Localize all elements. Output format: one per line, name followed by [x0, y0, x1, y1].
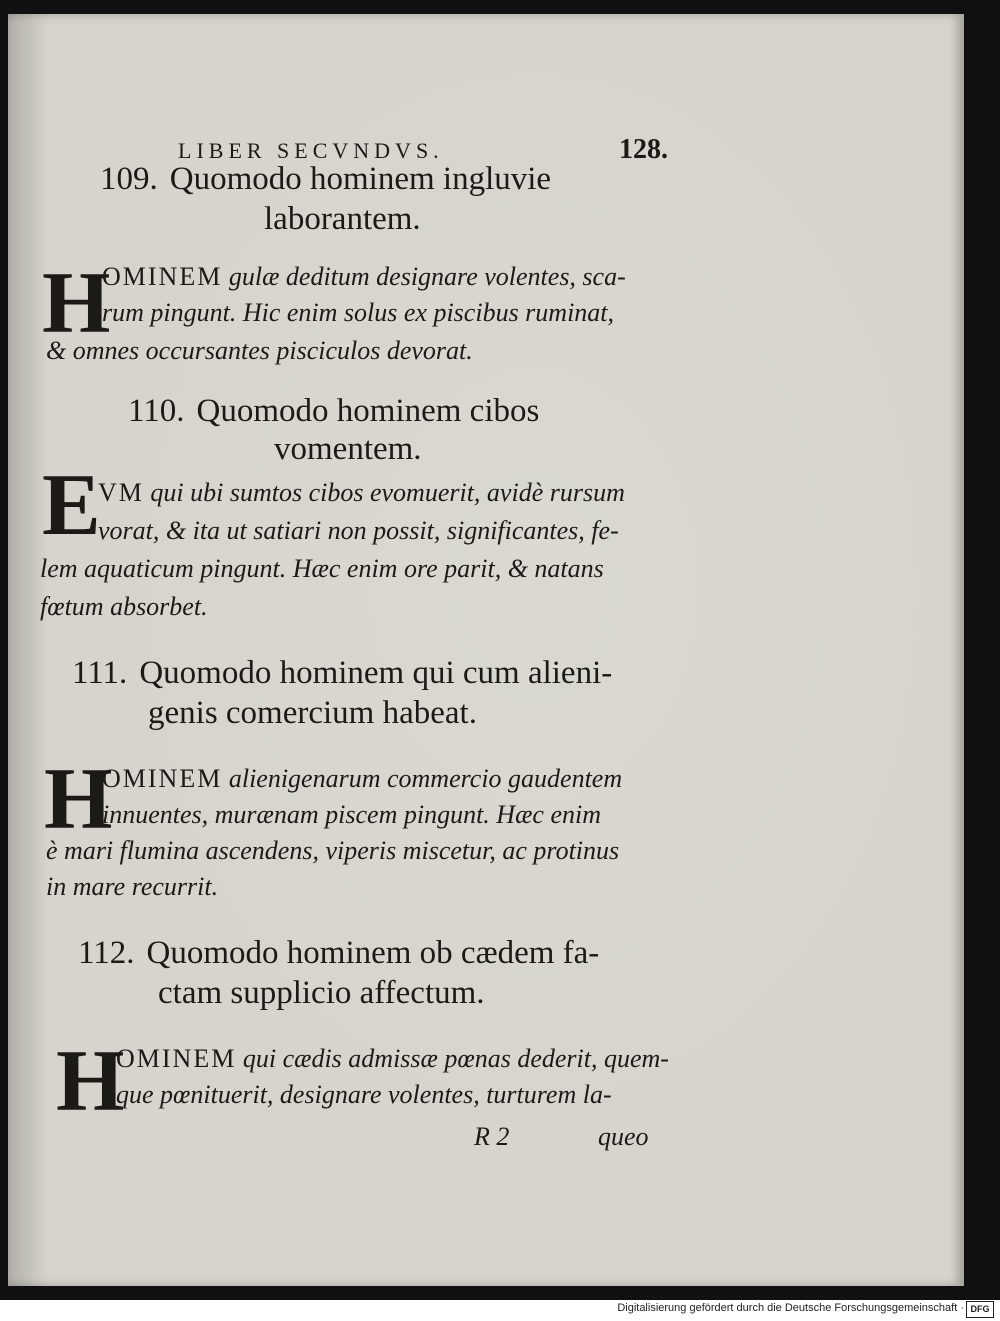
text-line: gulæ deditum designare volentes, sca- — [228, 262, 626, 291]
drop-cap: H — [44, 751, 113, 848]
book-page — [8, 14, 964, 1286]
first-word: OMINEM — [102, 764, 223, 793]
footer-band — [0, 1300, 1000, 1321]
drop-cap: H — [56, 1033, 125, 1130]
catchword: queo — [598, 1122, 649, 1151]
heading-line: genis comercium habeat. — [148, 695, 477, 731]
section-heading-110 — [128, 392, 728, 472]
text-line: rum pingunt. Hic enim solus ex piscibus ruminat, — [102, 298, 615, 327]
folio-number: 128. — [619, 134, 668, 165]
text-line: qui ubi sumtos cibos evomuerit, avidè rursum — [150, 478, 625, 507]
signature-mark: R 2 — [474, 1122, 510, 1151]
first-word: VM — [98, 478, 144, 507]
heading-line: laborantem. — [264, 201, 421, 237]
heading-line: Quomodo hominem ingluvie — [169, 161, 552, 197]
text-line: vorat, & ita ut satiari non possit, significantes, fe- — [98, 516, 619, 545]
drop-cap: H — [42, 255, 111, 352]
text-line: & omnes occursantes pisciculos devorat. — [46, 336, 473, 365]
footer-credit: Digitalisierung gefördert durch die Deutsche Forschungsgemeinschaft · — [617, 1302, 964, 1314]
section-heading-111 — [72, 654, 692, 734]
text-line: lem aquaticum pingunt. Hæc enim ore parit, & natans — [40, 554, 604, 583]
section-heading-109 — [100, 160, 700, 240]
first-word: OMINEM — [116, 1044, 237, 1073]
first-word: OMINEM — [102, 262, 223, 291]
text-line: è mari flumina ascendens, viperis miscetur, ac protinus — [46, 836, 620, 865]
heading-line: vomentem. — [274, 431, 422, 467]
section-number: 111. — [72, 655, 128, 691]
text-line: innuentes, murænam piscem pingunt. Hæc enim — [102, 800, 602, 829]
dfg-logo-icon: DFG — [966, 1301, 994, 1318]
section-heading-112 — [78, 934, 698, 1014]
heading-line: Quomodo hominem ob cædem fa- — [146, 935, 600, 971]
section-number: 112. — [78, 935, 135, 971]
section-number: 109. — [100, 161, 158, 197]
text-line: que pœnituerit, designare volentes, turturem la- — [116, 1080, 612, 1109]
running-title: LIBER SECVNDVS. — [178, 138, 444, 163]
heading-line: ctam supplicio affectum. — [158, 975, 485, 1011]
drop-cap: E — [42, 457, 101, 554]
heading-line: Quomodo hominem qui cum alieni- — [139, 655, 613, 691]
text-line: alienigenarum commercio gaudentem — [228, 764, 623, 793]
text-line: fœtum absorbet. — [40, 592, 208, 621]
section-number: 110. — [128, 393, 185, 429]
heading-line: Quomodo hominem cibos — [196, 393, 540, 429]
text-line: qui cædis admissæ pœnas dederit, quem- — [242, 1044, 669, 1073]
text-line: in mare recurrit. — [46, 872, 219, 901]
